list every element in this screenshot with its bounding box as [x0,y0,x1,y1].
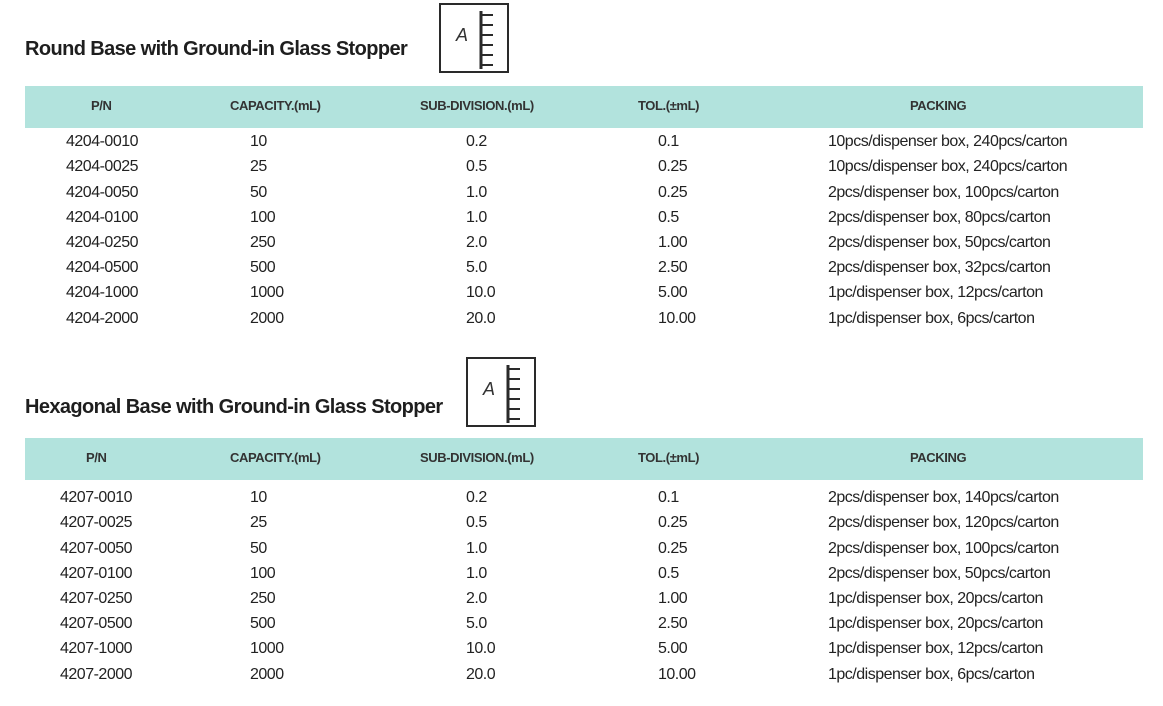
cell-pn: 4204-0025 [66,158,139,175]
cell-capacity: 100 [250,209,276,226]
cell-capacity: 10 [250,133,267,150]
accuracy-class-letter: A [483,379,496,399]
accuracy-class-a-icon [466,357,536,427]
accuracy-class-a-icon [439,3,509,73]
cell-capacity: 10 [250,489,267,506]
cell-capacity: 2000 [250,666,284,683]
cell-capacity: 25 [250,514,267,531]
column-header-capacity: CAPACITY.(mL) [230,450,321,465]
cell-subdivision: 0.5 [466,158,487,175]
cell-tolerance: 10.00 [658,666,696,683]
table-row [0,662,1163,687]
cell-packing: 2pcs/dispenser box, 100pcs/carton [828,184,1059,201]
cell-pn: 4204-0500 [66,259,139,276]
cell-pn: 4204-0250 [66,234,139,251]
table-header [25,438,1143,480]
column-header-subdivision: SUB-DIVISION.(mL) [420,450,534,465]
cell-tolerance: 1.00 [658,590,688,607]
cell-tolerance: 2.50 [658,259,688,276]
table-row [0,611,1163,636]
cell-packing: 2pcs/dispenser box, 80pcs/carton [828,209,1051,226]
cell-pn: 4207-0500 [60,615,133,632]
cell-packing: 2pcs/dispenser box, 120pcs/carton [828,514,1059,531]
cell-subdivision: 0.5 [466,514,487,531]
cell-subdivision: 2.0 [466,590,487,607]
cell-tolerance: 0.25 [658,514,688,531]
table-row [0,255,1163,280]
cell-packing: 2pcs/dispenser box, 32pcs/carton [828,259,1051,276]
cell-pn: 4207-0250 [60,590,133,607]
cell-packing: 1pc/dispenser box, 20pcs/carton [828,615,1043,632]
table-row [0,180,1163,205]
cell-capacity: 100 [250,565,276,582]
section-title: Round Base with Ground-in Glass Stopper [25,38,408,60]
table-row [0,561,1163,586]
table-row [0,586,1163,611]
cell-subdivision: 10.0 [466,284,496,301]
table-row [0,306,1163,331]
cell-subdivision: 20.0 [466,666,496,683]
cell-subdivision: 1.0 [466,209,487,226]
cell-packing: 2pcs/dispenser box, 100pcs/carton [828,540,1059,557]
cell-subdivision: 5.0 [466,615,487,632]
cell-tolerance: 10.00 [658,310,696,327]
cell-pn: 4207-0025 [60,514,133,531]
cell-tolerance: 0.5 [658,209,679,226]
cell-subdivision: 0.2 [466,489,487,506]
cell-pn: 4207-0050 [60,540,133,557]
cell-tolerance: 1.00 [658,234,688,251]
column-header-subdivision: SUB-DIVISION.(mL) [420,98,534,113]
cell-packing: 2pcs/dispenser box, 50pcs/carton [828,565,1051,582]
cell-subdivision: 1.0 [466,540,487,557]
cell-tolerance: 0.1 [658,489,679,506]
cell-capacity: 250 [250,590,276,607]
cell-packing: 1pc/dispenser box, 12pcs/carton [828,284,1043,301]
table-row [0,510,1163,535]
cell-packing: 2pcs/dispenser box, 50pcs/carton [828,234,1051,251]
cell-capacity: 500 [250,259,276,276]
table-row [0,129,1163,154]
table-row [0,280,1163,305]
cell-capacity: 50 [250,184,267,201]
cell-tolerance: 5.00 [658,640,688,657]
cell-subdivision: 20.0 [466,310,496,327]
cell-pn: 4204-2000 [66,310,139,327]
cell-capacity: 25 [250,158,267,175]
cell-subdivision: 0.2 [466,133,487,150]
cell-pn: 4207-0010 [60,489,133,506]
cell-subdivision: 5.0 [466,259,487,276]
cell-pn: 4207-0100 [60,565,133,582]
cell-pn: 4204-1000 [66,284,139,301]
column-header-pn: P/N [86,450,107,465]
cell-tolerance: 0.1 [658,133,679,150]
cell-tolerance: 0.5 [658,565,679,582]
cell-subdivision: 2.0 [466,234,487,251]
cell-subdivision: 1.0 [466,184,487,201]
column-header-packing: PACKING [910,450,967,465]
cell-tolerance: 0.25 [658,540,688,557]
column-header-tolerance: TOL.(±mL) [638,98,700,113]
cell-packing: 10pcs/dispenser box, 240pcs/carton [828,158,1068,175]
table-row [0,485,1163,510]
table-row [0,230,1163,255]
cell-capacity: 2000 [250,310,284,327]
cell-tolerance: 0.25 [658,184,688,201]
cell-pn: 4207-2000 [60,666,133,683]
cell-packing: 10pcs/dispenser box, 240pcs/carton [828,133,1068,150]
column-header-packing: PACKING [910,98,967,113]
cell-capacity: 1000 [250,640,284,657]
cell-pn: 4207-1000 [60,640,133,657]
column-header-tolerance: TOL.(±mL) [638,450,700,465]
cell-packing: 1pc/dispenser box, 12pcs/carton [828,640,1043,657]
cell-packing: 1pc/dispenser box, 20pcs/carton [828,590,1043,607]
table-row [0,205,1163,230]
table-row [0,154,1163,179]
cell-subdivision: 1.0 [466,565,487,582]
cell-capacity: 250 [250,234,276,251]
cell-tolerance: 2.50 [658,615,688,632]
cell-tolerance: 5.00 [658,284,688,301]
cell-packing: 1pc/dispenser box, 6pcs/carton [828,666,1035,683]
cell-packing: 1pc/dispenser box, 6pcs/carton [828,310,1035,327]
column-header-pn: P/N [91,98,112,113]
cell-subdivision: 10.0 [466,640,496,657]
table-row [0,536,1163,561]
cell-packing: 2pcs/dispenser box, 140pcs/carton [828,489,1059,506]
cell-capacity: 500 [250,615,276,632]
table-header [25,86,1143,128]
cell-pn: 4204-0010 [66,133,139,150]
section-title: Hexagonal Base with Ground-in Glass Stopper [25,396,443,418]
cell-capacity: 50 [250,540,267,557]
table-row [0,636,1163,661]
cell-tolerance: 0.25 [658,158,688,175]
cell-pn: 4204-0050 [66,184,139,201]
column-header-capacity: CAPACITY.(mL) [230,98,321,113]
accuracy-class-letter: A [456,25,469,45]
cell-pn: 4204-0100 [66,209,139,226]
cell-capacity: 1000 [250,284,284,301]
